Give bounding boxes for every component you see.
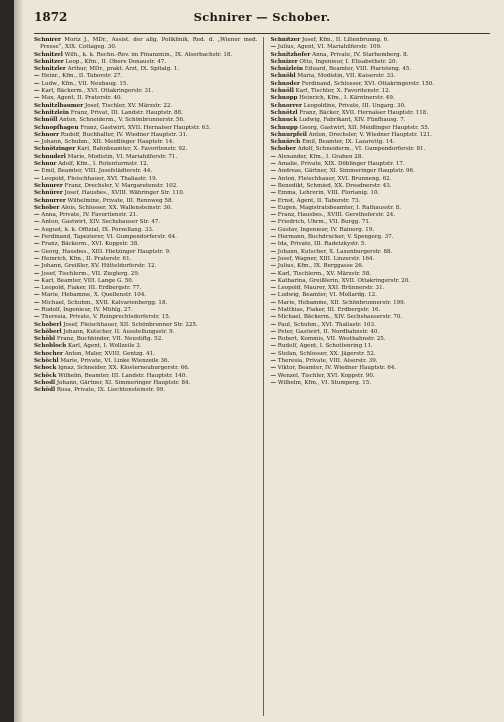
entry-surname: —: [270, 182, 277, 189]
entry-details: Anton, Fleischhauer, XVI. Brunneng. 62.: [276, 175, 392, 182]
entry-surname: —: [270, 263, 277, 270]
directory-entry: [34, 365, 258, 372]
entry-surname: Schoberl: [34, 321, 62, 328]
directory-entry: [34, 307, 258, 314]
directory-entry: [34, 161, 258, 168]
entry-surname: —: [34, 255, 40, 262]
entry-details: Karl, Agent, I. Wollzeile 3.: [66, 343, 142, 350]
directory-entry: [271, 227, 495, 234]
directory-entry: [34, 285, 258, 292]
directory-entry: [271, 168, 495, 175]
entry-details: Heinrich, Kfm., II. Praterstr. 61.: [39, 255, 132, 262]
entry-surname: Schnöll: [270, 88, 294, 95]
entry-details: Leopold, Maurer, XXI. Brünnerstr. 31.: [276, 285, 385, 292]
entry-details: Max, Agent, II. Praterstr. 40.: [39, 95, 123, 102]
entry-surname: Schödl: [34, 387, 56, 394]
entry-surname: Schnitzer: [270, 37, 301, 43]
entry-details: Marie, Hebamme, XII. Schönbrunnerstr. 199.: [276, 299, 406, 306]
directory-entry: [271, 351, 495, 358]
entry-surname: Schnitzer: [34, 58, 64, 65]
left-column: [34, 37, 264, 716]
directory-entry: [271, 336, 495, 343]
entry-surname: Schnurpfeil: [270, 131, 307, 138]
entry-surname: Schnopp: [270, 95, 298, 102]
directory-entry: [271, 125, 495, 132]
directory-entry: [34, 212, 258, 219]
entry-surname: —: [270, 197, 277, 204]
entry-surname: —: [270, 168, 277, 175]
directory-entry: [34, 103, 258, 110]
directory-entry: [271, 146, 495, 153]
directory-entry: [271, 198, 495, 205]
directory-entry: [271, 212, 495, 219]
entry-surname: —: [270, 277, 277, 284]
entry-details: Josef, Wagner, XIII. Linzerstr. 164.: [276, 255, 375, 262]
entry-details: Amalie, Private, XIX. Döblinger Hauptstr. 17.: [276, 161, 405, 168]
directory-entry: [34, 81, 258, 88]
directory-entry: [34, 117, 258, 124]
entry-surname: Schnur: [34, 161, 57, 168]
entry-surname: Schnupp: [270, 124, 298, 131]
entry-surname: —: [34, 241, 40, 248]
directory-entry: [271, 314, 495, 321]
entry-details: Karl, Bahnbeamter, X. Favoritenstr. 92.: [75, 146, 188, 153]
directory-entry: [271, 183, 495, 190]
entry-details: Anton, Drechsler, V. Wiedner Hauptstr. 121.: [306, 131, 432, 138]
binding-gutter: [14, 0, 24, 722]
directory-entry: [271, 117, 495, 124]
entry-details: Arthur, MDr., prakt. Arzt, IX. Spitalg. 1.: [65, 66, 180, 73]
directory-page: [14, 0, 504, 722]
entry-details: Julius, Kfm., IX. Berggasse 26.: [276, 263, 364, 270]
directory-entry: [34, 387, 258, 394]
directory-entry: [34, 95, 258, 102]
entry-details: Wilhelm, Kfm., VI. Stumperg. 15.: [276, 379, 372, 386]
entry-surname: —: [270, 153, 277, 160]
directory-entry: [271, 110, 495, 117]
directory-entry: [34, 66, 258, 73]
entry-surname: —: [270, 204, 277, 211]
entry-details: Josef, Tischler, XV. Märzstr. 22.: [83, 102, 173, 109]
directory-entry: [271, 307, 495, 314]
entry-surname: Schnurer: [34, 182, 63, 189]
entry-details: Emma, Lehrerin, VIII. Florianig. 10.: [276, 190, 380, 197]
directory-entry: [271, 271, 495, 278]
entry-surname: —: [34, 226, 40, 233]
entry-surname: Schöberl: [34, 328, 62, 335]
directory-entry: [271, 37, 495, 44]
directory-entry: [34, 271, 258, 278]
entry-details: August, k. k. Offizial, IX. Porzellang. 33.: [39, 226, 154, 233]
entry-details: Marie, Modistin, VI. Mariahilferstr. 71.: [65, 153, 178, 160]
entry-surname: —: [34, 219, 40, 226]
entry-details: Heinr., Kfm., II. Taborstr. 27.: [39, 73, 123, 80]
entry-details: Wenzel, Tischler, XVI. Koppstr. 90.: [276, 372, 375, 379]
directory-entry: [271, 176, 495, 183]
entry-surname: Schnirer: [34, 37, 61, 43]
entry-details: Paul, Schuhm., XVI. Thaliastr. 103.: [276, 321, 376, 328]
entry-surname: Schnöll: [34, 117, 58, 124]
directory-entry: [271, 190, 495, 197]
directory-entry: [271, 139, 495, 146]
directory-entry: [271, 329, 495, 336]
entry-details: Franz, Privat, III. Landstr. Hauptstr. 88.: [69, 109, 183, 116]
entry-surname: Schnitzel: [34, 51, 63, 58]
directory-entry: [34, 373, 258, 380]
entry-details: Otto, Ingenieur, I. Elisabethstr. 20.: [297, 58, 398, 65]
entry-surname: Schnuck: [270, 117, 298, 124]
entry-surname: Schnöbl: [270, 73, 296, 80]
entry-details: Marie, Private, VI. Linke Wienzeile 36.: [58, 358, 170, 365]
directory-entry: [34, 234, 258, 241]
directory-entry: [271, 81, 495, 88]
entry-surname: —: [34, 299, 40, 306]
directory-entry: [34, 125, 258, 132]
directory-entry: [34, 59, 258, 66]
entry-details: Leopold, Fleischhauer, XVI. Thaliastr. 19.: [39, 175, 158, 182]
entry-details: Stefan, Schlosser, XX. Jägerstr. 52.: [276, 350, 376, 357]
entry-surname: —: [270, 285, 277, 292]
entry-surname: —: [270, 212, 277, 219]
directory-entry: [34, 358, 258, 365]
directory-entry: [34, 73, 258, 80]
entry-surname: —: [270, 379, 277, 386]
entry-surname: —: [34, 314, 40, 321]
entry-details: Karl, Tischler, X. Favoritenstr. 12.: [293, 88, 391, 95]
directory-entry: [34, 198, 258, 205]
entry-surname: Schocher: [34, 350, 63, 357]
directory-entry: [271, 343, 495, 350]
entry-details: Johann, Kutscher, X. Laxenburgerstr. 88.: [276, 248, 393, 255]
directory-entry: [34, 292, 258, 299]
directory-entry: [271, 373, 495, 380]
entry-surname: —: [270, 365, 277, 372]
directory-entry: [34, 249, 258, 256]
entry-surname: —: [34, 263, 40, 270]
entry-details: Johann, Schuhm., XII. Meidlinger Hauptstr. 14.: [39, 139, 175, 146]
entry-surname: —: [34, 306, 40, 313]
directory-entry: [271, 95, 495, 102]
entry-details: Franz, Hausbes., XVIII. Gersthoferstr. 24.: [276, 212, 396, 219]
entry-details: Julius, Agent, VI. Mariahilferstr. 109.: [276, 44, 382, 51]
entry-details: Maria, Modistin, VII. Kaiserstr. 33.: [295, 73, 396, 80]
entry-surname: Schnizer: [270, 58, 298, 65]
directory-entry: [271, 256, 495, 263]
entry-details: Katharina, Greißlerin, XVII. Ottakringerstr. 20.: [276, 277, 411, 284]
entry-surname: —: [270, 328, 277, 335]
page-header: [34, 10, 490, 30]
entry-details: Leop., Kfm., II. Obere Donaustr. 47.: [63, 58, 167, 65]
directory-entry: [34, 37, 258, 52]
entry-surname: —: [34, 80, 40, 87]
directory-entry: [34, 52, 258, 59]
directory-entry: [271, 234, 495, 241]
entry-surname: —: [34, 95, 40, 102]
entry-details: Hermann, Buchdrucker, V. Spengerg. 37.: [276, 234, 394, 241]
entry-surname: Schnorr: [34, 131, 59, 138]
entry-details: Emil, Beamter, VIII. Josefstädterstr. 44.: [39, 168, 153, 175]
entry-surname: —: [34, 88, 40, 95]
entry-surname: —: [270, 161, 277, 168]
entry-details: Michael, Bäckerm., XIV. Sechshauserstr. 70.: [276, 314, 403, 321]
entry-details: Josef, Kfm., II. Lilienbrunng. 6.: [300, 37, 389, 43]
entry-details: Rosa, Private, IX. Liechtensteinstr. 99.: [55, 387, 166, 394]
directory-entry: [34, 241, 258, 248]
entry-details: Matthias, Fiaker, III. Erdbergstr. 16.: [276, 306, 381, 313]
entry-details: Ernst, Agent, II. Taborstr. 73.: [276, 197, 361, 204]
entry-surname: —: [270, 270, 277, 277]
entry-surname: —: [270, 336, 277, 343]
directory-entry: [271, 44, 495, 51]
directory-entry: [271, 292, 495, 299]
entry-surname: Schnürch: [270, 139, 301, 146]
entry-details: Peter, Gastwirt, II. Nordbahnstr. 40.: [276, 328, 380, 335]
directory-entry: [34, 351, 258, 358]
entry-details: Andreas, Gärtner, XI. Simmeringer Hauptstr. 96.: [276, 168, 415, 175]
entry-surname: Schöbl: [34, 336, 56, 343]
entry-details: Leopoldine, Private, III. Ungarg. 30.: [301, 102, 406, 109]
directory-entry: [271, 263, 495, 270]
directory-entry: [271, 365, 495, 372]
directory-entry: [271, 88, 495, 95]
entry-surname: —: [270, 44, 277, 51]
entry-surname: —: [34, 270, 40, 277]
entry-surname: —: [34, 285, 40, 292]
entry-surname: —: [34, 168, 40, 175]
directory-entry: [34, 219, 258, 226]
entry-details: Franz, Drechsler, V. Margaretenstr. 102.: [62, 182, 179, 189]
running-head: Schnirer — Schober.: [193, 10, 331, 24]
entry-surname: —: [34, 73, 40, 80]
directory-entry: [34, 314, 258, 321]
entry-details: Georg, Gastwirt, XII. Meidlinger Hauptstr. 55.: [297, 124, 430, 131]
entry-details: Ludw., Kfm., VII. Neubaug. 15.: [39, 80, 129, 87]
entry-surname: Schöck: [34, 372, 57, 379]
entry-details: Ludwig, Fabrikant, XIV. Fünfhausg. 7.: [297, 117, 406, 124]
directory-entry: [271, 219, 495, 226]
entry-details: Anna, Private, IV. Starhemberg. 8.: [310, 51, 409, 58]
entry-surname: Schnopfhagen: [34, 124, 79, 131]
entry-details: Alexander, Kfm., I. Graben 28.: [276, 153, 364, 160]
entry-details: Theresia, Private, VIII. Alserstr. 39.: [276, 358, 378, 365]
entry-details: Eduard, Beamter, VIII. Piaristeng. 45.: [302, 66, 412, 73]
entry-surname: —: [270, 248, 277, 255]
entry-details: Alois, Schlosser, XX. Wallensteinstr. 30.: [59, 204, 173, 211]
entry-details: Wilhelmine, Private, III. Rennweg 58.: [65, 197, 174, 204]
entry-surname: —: [270, 314, 277, 321]
directory-entry: [271, 52, 495, 59]
entry-details: Josef, Hausbes., XVIII. Währinger Str. 110.: [62, 190, 185, 197]
entry-details: Adolf, Schneiderm., VI. Gumpendorferstr. 81.: [295, 146, 426, 153]
directory-entry: [271, 249, 495, 256]
entry-surname: —: [270, 343, 277, 350]
directory-entry: [271, 73, 495, 80]
entry-details: Heinrich, Kfm., I. Kärntnerstr. 49.: [297, 95, 395, 102]
entry-surname: Schnürer: [34, 190, 63, 197]
entry-details: Anton, Gastwirt, XIV. Sechshauser Str. 47.: [39, 219, 161, 226]
entry-surname: Schober: [270, 146, 296, 153]
directory-entry: [271, 358, 495, 365]
entry-surname: Schnoder: [270, 80, 300, 87]
directory-entry: [271, 241, 495, 248]
directory-entry: [34, 343, 258, 350]
entry-surname: —: [270, 306, 277, 313]
directory-entry: [34, 336, 258, 343]
entry-details: Ida, Private, III. Radetzkystr. 5.: [276, 241, 367, 248]
directory-entry: [34, 168, 258, 175]
directory-entry: [34, 227, 258, 234]
directory-entry: [34, 205, 258, 212]
right-column: [270, 37, 495, 716]
directory-entry: [34, 88, 258, 95]
entry-surname: Schnitzlbaumer: [34, 102, 84, 109]
entry-details: Johann, Gärtner, XI. Simmeringer Hauptstr. 84.: [55, 379, 191, 386]
entry-surname: Schnitzler: [34, 66, 66, 73]
entry-surname: —: [270, 350, 277, 357]
entry-details: Anton, Maler, XVIII. Gentzg. 41.: [62, 350, 155, 357]
directory-entry: [34, 190, 258, 197]
entry-details: Franz, Bäckerm., XVI. Koppstr. 38.: [39, 241, 140, 248]
entry-surname: —: [34, 212, 40, 219]
entry-surname: Schock: [34, 365, 57, 372]
entry-surname: —: [270, 175, 277, 182]
entry-details: Eugen, Magistratsbeamter, I. Rathausstr. 8.: [276, 204, 402, 211]
entry-details: Anton, Schneiderm., V. Schönbrunnerstr. 56.: [57, 117, 185, 124]
directory-entry: [271, 300, 495, 307]
entry-surname: —: [270, 321, 277, 328]
entry-details: Josef, Tischlerm., VII. Zieglerg. 29.: [39, 270, 140, 277]
entry-details: Ignaz, Schneider, XX. Klosterneuburgerstr. 66.: [56, 365, 190, 372]
entry-details: Wilh., k. k. Rechn.-Rev. im Finanzmin., IX. Alserbachstr. 18.: [62, 51, 233, 58]
entry-surname: Schobloch: [34, 343, 67, 350]
entry-details: Robert, Kommis, VII. Westbahnstr. 25.: [276, 336, 386, 343]
entry-surname: —: [34, 234, 40, 241]
directory-entry: [34, 322, 258, 329]
entry-details: Ferdinand, Tapezierer, VI. Gumpendorferstr. 64.: [39, 234, 177, 241]
entry-surname: —: [34, 139, 40, 146]
entry-details: Johann, Kutscher, II. Ausstellungsstr. 9.: [61, 328, 175, 335]
entry-details: Rudolf, Ingenieur, IV. Mühlg. 27.: [39, 306, 133, 313]
entry-surname: Schober: [34, 204, 60, 211]
entry-details: Wilhelm, Beamter, III. Landstr. Hauptstr. 140.: [56, 372, 188, 379]
entry-details: Benedikt, Schmied, XX. Dresdnerstr. 43.: [276, 182, 392, 189]
entry-surname: Schnitzlein: [34, 109, 70, 116]
directory-entry: [34, 278, 258, 285]
entry-surname: Schnitzhofer: [270, 51, 311, 58]
entry-surname: Schnötzinger: [34, 146, 76, 153]
entry-details: Anna, Private, IV. Favoritenstr. 21.: [39, 212, 138, 219]
directory-entry: [271, 285, 495, 292]
entry-details: Rudolf, Agent, I. Schottenring 11.: [276, 343, 373, 350]
entry-surname: Schöchl: [34, 358, 59, 365]
entry-surname: —: [270, 241, 277, 248]
entry-details: Franz, Bäcker, XVII. Hernalser Hauptstr. 118.: [297, 109, 429, 116]
entry-surname: —: [270, 190, 277, 197]
entry-details: Franz, Buchbinder, VII. Neustiftg. 52.: [55, 336, 163, 343]
entry-surname: —: [34, 277, 40, 284]
entry-surname: —: [270, 358, 277, 365]
directory-entry: [271, 161, 495, 168]
entry-surname: —: [270, 292, 277, 299]
directory-entry: [34, 146, 258, 153]
entry-details: Friedrich, Uhrm., VII. Burgg. 71.: [276, 219, 371, 226]
entry-details: Karl, Bäckerm., XVI. Ottakringerstr. 31.: [39, 88, 154, 95]
entry-surname: Schnötzl: [270, 109, 298, 116]
directory-entry: [34, 132, 258, 139]
entry-details: Karl, Tischlerm., XV. Märzstr. 58.: [276, 270, 372, 277]
directory-entry: [34, 154, 258, 161]
directory-entry: [34, 256, 258, 263]
entry-details: Ferdinand, Schlosser, XVI. Ottakringerstr. 150.: [299, 80, 435, 87]
entry-surname: Schnuderl: [34, 153, 66, 160]
entry-surname: —: [270, 234, 277, 241]
entry-details: Ludwig, Beamter, VI. Mollardg. 12.: [276, 292, 377, 299]
entry-surname: —: [270, 299, 277, 306]
entry-details: Rudolf, Buchhalter, IV. Wiedner Hauptstr. 31.: [59, 131, 188, 138]
directory-entry: [34, 263, 258, 270]
entry-details: Leopold, Fiaker, III. Erdbergstr. 77.: [39, 285, 142, 292]
directory-entry: [271, 322, 495, 329]
entry-details: Michael, Schuhm., XVII. Kalvarienbergg. 18.: [39, 299, 168, 306]
entry-surname: —: [34, 248, 40, 255]
entry-surname: —: [34, 175, 40, 182]
entry-details: Moriz J., MDr., Assist. der allg. Poliklinik, Red. d. „Wiener med. Presse“, XIX. Cottageg. 30.: [40, 37, 258, 51]
entry-surname: —: [34, 292, 40, 299]
entry-details: Josef, Fleischhauer, XII. Schönbrunner Str. 225.: [61, 321, 198, 328]
directory-entry: [34, 176, 258, 183]
entry-surname: —: [270, 372, 277, 379]
entry-details: Adolf, Kfm., I. Rotenturmstr. 12.: [56, 161, 149, 168]
directory-entry: [271, 380, 495, 387]
entry-details: Karl, Beamter, VIII. Lange G. 50.: [39, 277, 134, 284]
directory-entry: [271, 205, 495, 212]
entry-details: Franz, Gastwirt, XVII. Hernalser Hauptstr. 63.: [78, 124, 211, 131]
directory-entry: [271, 278, 495, 285]
entry-surname: Schodl: [34, 379, 56, 386]
entry-surname: Schnizlein: [270, 66, 303, 73]
entry-details: Marie, Hebamme, X. Quellenstr. 104.: [39, 292, 147, 299]
entry-surname: —: [270, 219, 277, 226]
entry-surname: Schnorrer: [270, 102, 302, 109]
entry-surname: —: [270, 255, 277, 262]
directory-entry: [271, 103, 495, 110]
entry-details: Theresia, Private, V. Reinprechtsdorferstr. 15.: [39, 314, 171, 321]
entry-details: Viktor, Beamter, IV. Wiedner Hauptstr. 64.: [276, 365, 397, 372]
entry-details: Johann, Greißler, XV. Hütteldorferstr. 12.: [39, 263, 157, 270]
header-rule: [34, 33, 490, 34]
entry-details: Georg, Hausbes., XIII. Hietzinger Hauptstr. 9.: [39, 248, 171, 255]
entry-details: Emil, Beamter, IX. Lazarettg. 14.: [300, 139, 395, 146]
entry-surname: Schnurrer: [34, 197, 66, 204]
page-number: 1872: [34, 10, 68, 24]
directory-columns: [34, 37, 494, 716]
entry-surname: —: [270, 226, 277, 233]
directory-entry: [271, 154, 495, 161]
directory-entry: [271, 59, 495, 66]
directory-entry: [34, 300, 258, 307]
entry-details: Gustav, Ingenieur, IV. Rainerg. 19.: [276, 226, 375, 233]
